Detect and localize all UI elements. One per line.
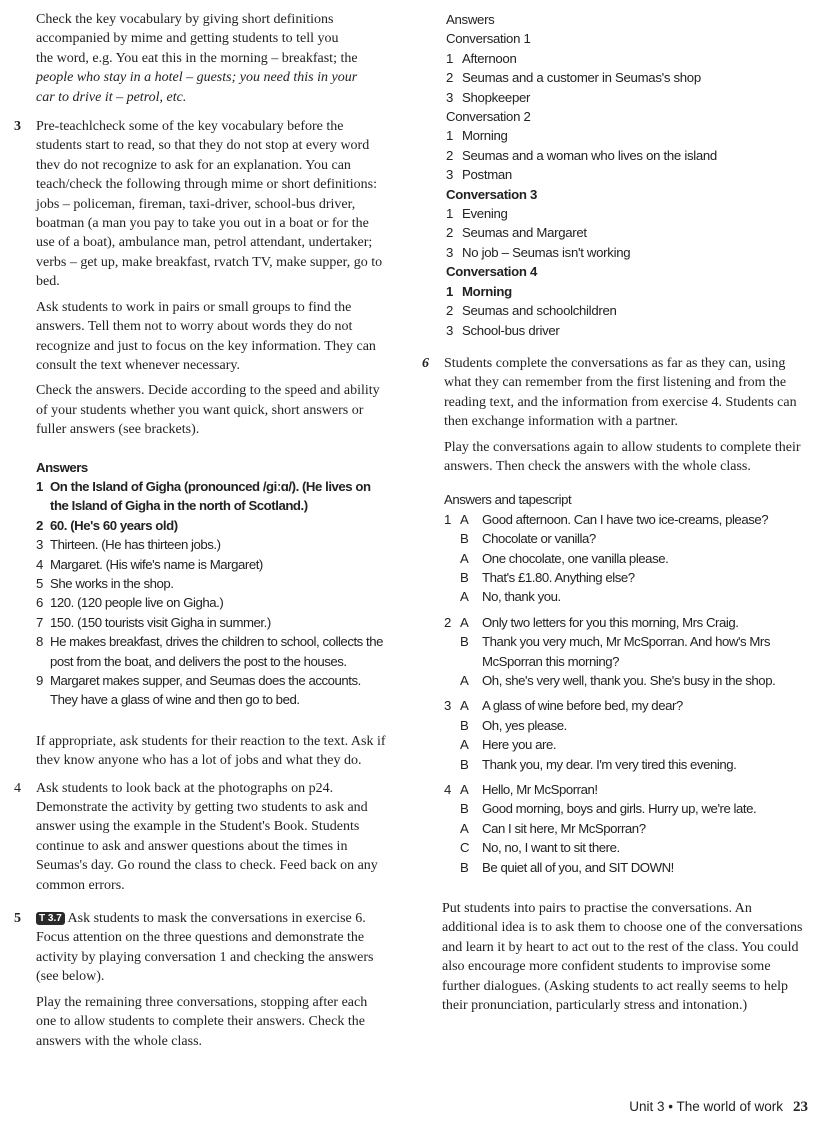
tapescript-line: [444, 838, 804, 857]
answers-heading: Answers: [36, 459, 88, 475]
answer-number: 3: [446, 244, 454, 260]
intro-line: people who stay in a hotel – guests; you need this in your: [36, 70, 358, 86]
speaker: A: [460, 820, 469, 836]
intro-paragraph: [14, 10, 388, 107]
answer-text: He makes breakfast, drives the children to school, collects the post from the boat, and delivers the post to the houses.: [50, 634, 384, 669]
conversation-title: Conversation 4: [446, 264, 538, 280]
audio-track-badge: T 3.7: [36, 912, 65, 925]
answer-item: [36, 671, 388, 710]
line-text: Only two letters for you this morning, Mrs Craig.: [482, 614, 739, 630]
conversation-answer: [446, 68, 804, 87]
answer-number: 2: [446, 70, 454, 86]
speaker: A: [460, 614, 469, 630]
speaker: A: [460, 673, 469, 688]
tapescript-line: [444, 587, 804, 606]
line-text: Thank you very much, Mr McSporran. And how's Mrs McSporran this morning?: [482, 634, 770, 669]
answer-item: [36, 593, 388, 612]
conversation-number: 2: [444, 614, 451, 630]
unit-title: Unit 3 • The world of work: [629, 1099, 783, 1114]
speaker: A: [460, 511, 469, 527]
tapescript-line: [444, 799, 804, 818]
speaker: B: [460, 801, 469, 817]
conversation-answer: [446, 223, 804, 242]
exercise-5: [14, 909, 388, 1051]
answer-number: 1: [446, 206, 454, 222]
speaker: A: [460, 589, 469, 605]
conversation-number: 1: [444, 511, 451, 527]
answer-item: [36, 555, 388, 574]
intro-line: accompanied by mime and getting students to tell you: [36, 31, 339, 47]
exercise-6-paragraph-2: Play the conversations again to allow students to complete their answers. Then check the answers with the whole class.: [444, 439, 801, 474]
answer-number: 3: [446, 89, 454, 105]
answer-item: [36, 574, 388, 593]
answer-text: Seumas and schoolchildren: [462, 303, 617, 319]
answer-text: Shopkeeper: [462, 89, 531, 105]
answer-text: Margaret makes supper, and Seumas does the accounts. They have a glass of wine and then go to bed.: [50, 673, 361, 708]
line-text: Oh, she's very well, thank you. She's busy in the shop.: [482, 673, 776, 688]
speaker: B: [460, 859, 469, 875]
exercise-5-text: Ask students to mask the conversations in exercise 6. Focus attention on the three questions and demonstrate the activity by playing conversation 1 and checking the answers (see below).: [36, 911, 374, 985]
line-text: Good morning, boys and girls. Hurry up, we're late.: [482, 801, 757, 817]
answer-text: 150. (150 tourists visit Gigha in summer.): [50, 614, 271, 630]
answer-number: 1: [446, 50, 454, 66]
answer-number: 3: [446, 167, 454, 183]
answer-item: [36, 477, 388, 516]
answer-item: [36, 535, 388, 554]
reaction-paragraph: If appropriate, ask students for their reaction to the text. Ask if thev know anyone who has a lot of jobs and what they do.: [36, 733, 386, 769]
answer-number: 4: [36, 556, 43, 572]
tapescript-line: [444, 716, 804, 735]
exercise-4: [14, 779, 388, 895]
tapescript-heading: Answers and tapescript: [444, 492, 572, 508]
tapescript-line: [444, 632, 804, 671]
answer-number: 1: [446, 128, 454, 144]
speaker: B: [460, 634, 469, 650]
answer-number: 8: [36, 634, 43, 650]
tapescript-line: [444, 549, 804, 568]
left-column: [14, 10, 388, 1051]
tapescript-line: [444, 568, 804, 587]
answer-number: 5: [36, 575, 43, 591]
conversation-answer: [446, 146, 804, 165]
tapescript-line: [444, 735, 804, 754]
answer-text: Seumas and a customer in Seumas's shop: [462, 70, 701, 86]
conversation-number: 3: [444, 698, 451, 714]
conversation-answer: [446, 282, 804, 301]
line-text: Here you are.: [482, 737, 557, 753]
tapescript-conversation: [444, 510, 804, 607]
line-text: Thank you, my dear. I'm very tired this evening.: [482, 756, 737, 772]
answer-number: 3: [36, 537, 43, 553]
exercise-3-paragraph-3: Check the answers. Decide according to the speed and ability of your students whether you want quick, short answers or fuller answers (see brackets).: [36, 383, 380, 438]
conversation-number: 4: [444, 782, 451, 798]
intro-line: car to drive it – petrol, etc.: [36, 89, 187, 105]
answer-text: 120. (120 people live on Gigha.): [50, 595, 224, 611]
line-text: A glass of wine before bed, my dear?: [482, 698, 683, 714]
right-column: [422, 10, 804, 1016]
tapescript-conversation: [444, 696, 804, 774]
tapescript-line: [444, 671, 804, 690]
exercise-5-paragraph-2: Play the remaining three conversations, stopping after each one to allow students to complete their answers. Check the answers with the whole class.: [36, 994, 368, 1049]
exercise-number: 6: [422, 355, 429, 371]
answer-number: 3: [446, 322, 454, 338]
answer-text: Evening: [462, 206, 508, 222]
speaker: B: [460, 531, 469, 547]
tapescript-conversation: [444, 613, 804, 691]
tapescript-line: [444, 755, 804, 774]
tapescript-line: [444, 696, 804, 715]
speaker: B: [460, 569, 469, 585]
speaker: A: [460, 737, 469, 753]
exercise-number: 5: [14, 911, 21, 927]
speaker: A: [460, 782, 469, 798]
exercise-number: 3: [14, 119, 21, 135]
conversation-answer: [446, 321, 804, 340]
conversation-answer: [446, 49, 804, 68]
conversation-answers: [422, 10, 804, 340]
answer-text: On the Island of Gigha (pronounced /giːɑ/). (He lives on the Island of Gigha in the north of Scotland.): [50, 478, 371, 514]
speaker: A: [460, 550, 469, 566]
conversation-title: Conversation 1: [446, 31, 531, 47]
tapescript-line: [444, 510, 804, 529]
tapescript-line: [444, 613, 804, 632]
intro-line: the word, e.g. You eat this in the morning – breakfast; the: [36, 50, 358, 66]
answer-text: Morning: [462, 283, 512, 299]
answer-number: 2: [446, 225, 454, 241]
conversation-answer: [446, 88, 804, 107]
answer-number: 2: [36, 517, 43, 533]
line-text: Be quiet all of you, and SIT DOWN!: [482, 859, 674, 875]
answer-number: 6: [36, 595, 43, 611]
line-text: Oh, yes please.: [482, 717, 567, 733]
answer-text: Thirteen. (He has thirteen jobs.): [50, 537, 221, 553]
conversation-title: Conversation 3: [446, 186, 538, 202]
answer-text: She works in the shop.: [50, 575, 174, 591]
answers-heading: Answers: [446, 12, 495, 27]
answer-number: 9: [36, 673, 43, 688]
exercise-3-paragraph-2: Ask students to work in pairs or small groups to find the answers. Tell them not to worry about words they do not recognize and just to focus on the key information. They can consult the text whenever necessary.: [36, 299, 376, 373]
answer-number: 7: [36, 614, 43, 630]
line-text: One chocolate, one vanilla please.: [482, 550, 669, 566]
answer-item: [36, 632, 388, 671]
answer-number: 1: [446, 283, 454, 299]
exercise-5-paragraph-1: [36, 909, 388, 987]
answer-text: Afternoon: [462, 50, 517, 66]
answer-item: [36, 516, 388, 535]
page-footer: [629, 1099, 808, 1116]
page-number: 23: [793, 1099, 808, 1115]
exercise-3-paragraph-1: Pre-teachlcheck some of the key vocabulary before the students start to read, so that they do not stop at every word thev do not recognize to ask for an explanation. You can teach/check the following through mime or short definitions: jobs – policeman, fireman, taxi-driver, school-bus driver, boatman (a man you pay to take you out in a boat or for the use of a boat), ambulance man, petrol attendant, undertaker; verbs – get up, make breakfast, rvatch TV, make supper, go to bed.: [36, 119, 383, 290]
tapescript-line: [444, 780, 804, 799]
answer-number: 2: [446, 147, 454, 163]
answer-text: 60. (He's 60 years old): [50, 517, 178, 533]
answer-text: No job – Seumas isn't working: [462, 244, 631, 260]
conversation-answer: [446, 243, 804, 262]
conversation-answer: [446, 165, 804, 184]
conversation-answer: [446, 204, 804, 223]
closing-paragraph: Put students into pairs to practise the conversations. An additional idea is to ask them to choose one of the conversations and learn it by heart to act out to the rest of the class. You could also encourage more confident students to improvise some further dialogues. (Asking students to act really seems to help their pronunciation, particularly stress and intonation.): [442, 901, 803, 1014]
line-text: No, thank you.: [482, 589, 561, 605]
line-text: That's £1.80. Anything else?: [482, 569, 635, 585]
answer-number: 2: [446, 303, 454, 319]
speaker: C: [460, 840, 470, 856]
exercise-4-paragraph: Ask students to look back at the photographs on p24. Demonstrate the activity by getting two students to ask and answer using the example in the Student's Book. Students continue to ask and answer questions about the times in Seumas's day. Go round the class to check. Feed back on any common errors.: [36, 780, 378, 893]
answer-number: 1: [36, 478, 43, 494]
exercise-6-paragraph-1: Students complete the conversations as far as they can, using what they can remember from the first listening and from the reading text, and the information from exercise 4. Students can then exchange information with a partner.: [444, 355, 797, 430]
speaker: A: [460, 698, 469, 714]
tapescript-block: [422, 490, 804, 877]
exercise-3: [14, 117, 388, 440]
line-text: Chocolate or vanilla?: [482, 531, 596, 547]
speaker: B: [460, 717, 469, 733]
tapescript-line: [444, 529, 804, 548]
answer-text: Postman: [462, 167, 512, 183]
conversation-answer: [446, 126, 804, 145]
tapescript-line: [444, 858, 804, 877]
intro-line: Check the key vocabulary by giving short definitions: [36, 12, 334, 27]
line-text: No, no, I want to sit there.: [482, 840, 620, 856]
answer-text: School-bus driver: [462, 322, 560, 338]
tapescript-conversation: [444, 780, 804, 877]
answer-text: Morning: [462, 128, 508, 144]
exercise-6: [422, 354, 804, 476]
conversation-title: Conversation 2: [446, 109, 531, 125]
exercise-number: 4: [14, 780, 21, 796]
answer-text: Seumas and Margaret: [462, 225, 587, 241]
answers-block: [14, 458, 388, 710]
tapescript-line: [444, 819, 804, 838]
line-text: Good afternoon. Can I have two ice-creams, please?: [482, 511, 769, 527]
line-text: Can I sit here, Mr McSporran?: [482, 820, 646, 836]
line-text: Hello, Mr McSporran!: [482, 782, 598, 798]
conversation-answer: [446, 301, 804, 320]
answer-text: Seumas and a woman who lives on the island: [462, 147, 717, 163]
answer-text: Margaret. (His wife's name is Margaret): [50, 556, 263, 572]
speaker: B: [460, 756, 469, 772]
answer-item: [36, 613, 388, 632]
